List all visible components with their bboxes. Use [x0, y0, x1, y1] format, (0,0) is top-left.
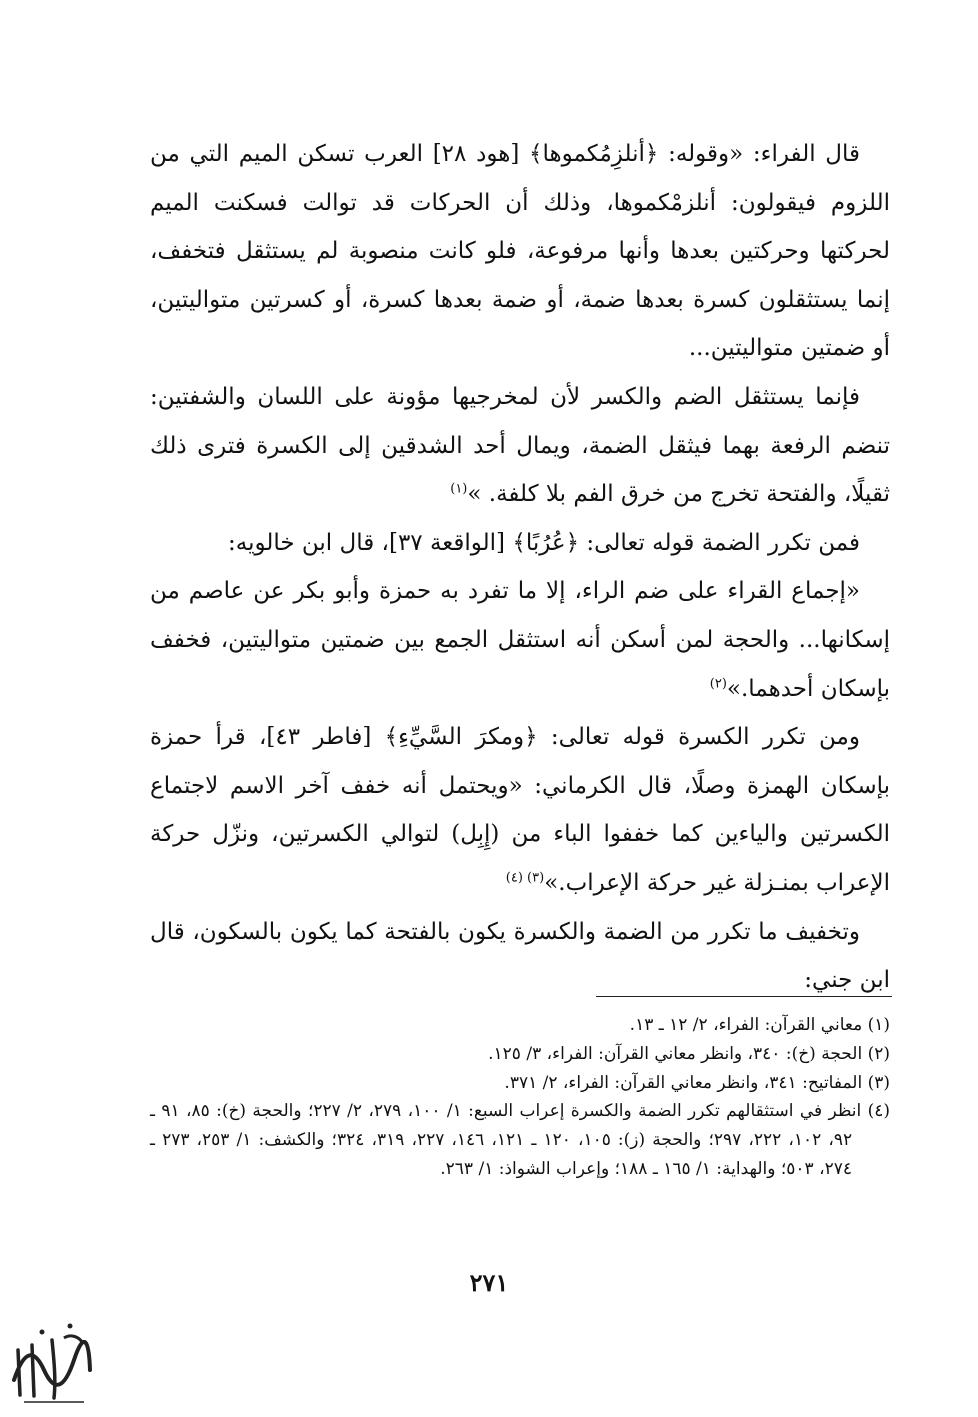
footnote-2: (٢) الحجة (خ): ٣٤٠، وانظر معاني القرآن: الفراء، ٣/ ١٢٥. [488, 1043, 890, 1064]
footnotes [150, 1011, 890, 1184]
footnote-ref-3-4[interactable]: (٣) (٤) [505, 870, 545, 886]
paragraph-1 [150, 130, 890, 373]
paragraph-2-text: فإنما يستثقل الضم والكسر لأن لمخرجيها مؤونة على اللسان والشفتين: تنضم الرفعة بهما فيثقل الضمة، ويمال أحد الشدقين إلى الكسرة فترى ذلك ثقيلًا، والفتحة تخرج من خرق الفم بلا كلفة. » [150, 383, 890, 508]
calligraphy-stamp-icon [4, 1310, 96, 1410]
paragraph-4 [150, 567, 890, 713]
paragraph-3-text: فمن تكرر الضمة قوله تعالى: ﴿عُرُبًا﴾ [الواقعة ٣٧]، قال ابن خالويه: [227, 529, 860, 556]
footnote-3: (٣) المفاتيح: ٣٤١، وانظر معاني القرآن: الفراء، ٢/ ٣٧١. [504, 1072, 890, 1093]
paragraph-6-text: وتخفيف ما تكرر من الضمة والكسرة يكون بالفتحة كما يكون بالسكون، قال ابن جني: [150, 918, 890, 994]
paragraph-6 [150, 908, 890, 1005]
main-text [150, 130, 890, 1005]
paragraph-5 [150, 713, 890, 907]
paragraph-2 [150, 373, 890, 519]
footnote-divider [596, 996, 892, 997]
footnote-1: (١) معاني القرآن: الفراء، ٢/ ١٢ ـ ١٣. [629, 1015, 890, 1035]
footnote-ref-2[interactable]: (٢) [709, 675, 727, 691]
footnote-ref-1[interactable]: (١) [450, 481, 468, 497]
page-number: ٢٧١ [469, 1268, 509, 1297]
paragraph-1-text: قال الفراء: «وقوله: ﴿أنلزِمُكموها﴾ [هود ٢٨] العرب تسكن الميم التي من اللزوم فيقولون: أنلزمْكموها، وذلك أن الحركات قد توالت فسكنت الميم لحركتها وحركتين بعدها وأنها مرفوعة، فلو كانت منصوبة لم يستثقل فتخفف، إنما يستثقلون كسرة بعدها ضمة، أو ضمة بعدها كسرة، أو كسرتين متواليتين، أو ضمتين متواليتين... [150, 141, 890, 362]
library-stamp-logo [4, 1310, 96, 1410]
paragraph-3 [150, 519, 890, 568]
footnote-4: (٤) انظر في استثقالهم تكرر الضمة والكسرة إعراب السبع: ١/ ١٠٠، ٢٧٩، ٢/ ٢٢٧؛ والحجة (خ): ٨٥، ٩١ ـ ٩٢، ١٠٢، ٢٢٢، ٢٩٧؛ والحجة (ز): ١٠٥، ١٢٠ ـ ١٢١، ١٤٦، ٢٢٧، ٣١٩، ٣٢٤؛ والكشف: ١/ ٢٥٣، ٢٧٣ ـ ٢٧٤، ٥٠٣؛ والهداية: ١/ ١٦٥ ـ ١٨٨؛ وإعراب الشواذ: ١/ ٢٦٣. [150, 1101, 891, 1179]
paragraph-4-text: «إجماع القراء على ضم الراء، إلا ما تفرد به حمزة وأبو بكر عن عاصم من إسكانها... والحجة لمن أسكن أنه استثقل الجمع بين ضمتين متواليتين، فخفف بإسكان أحدهما.» [150, 578, 890, 702]
paragraph-5-text: ومن تكرر الكسرة قوله تعالى: ﴿ومكرَ السَّيِّءِ﴾ [فاطر ٤٣]، قرأ حمزة بإسكان الهمزة وصلًا، قال الكرماني: «ويحتمل أنه خفف آخر الاسم لاجتماع الكسرتين والياءين كما خففوا الباء من (إِبِل) لتوالي الكسرتين، ونزّل حركة الإعراب بمنـزلة غير حركة الإعراب.» [150, 724, 890, 896]
